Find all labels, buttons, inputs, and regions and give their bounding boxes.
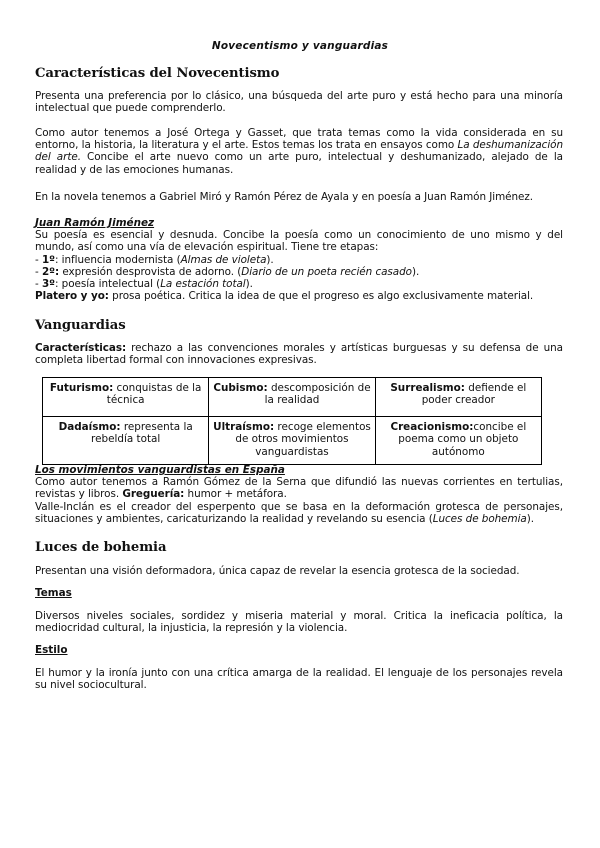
document-title: Novecentismo y vanguardias <box>211 40 389 52</box>
jrj-heading: Juan Ramón Jiménez <box>35 217 155 229</box>
espana-heading: Los movimientos vanguardistas en España <box>35 464 285 476</box>
estilo-text: El humor y la ironía junto con una crítica amarga de la realidad. El lenguaje de los personajes revela su nivel sociocultural. <box>35 667 563 692</box>
espana-paragraph-2: Valle-Inclán es el creador del esperpento que se basa en la deformación grotesca de personajes, situaciones y ambientes, caricaturizando la realidad y revelando su esencia (Luces de bohemia). <box>35 500 563 525</box>
novecentismo-heading: Características del Novecentismo <box>35 66 280 81</box>
jrj-stage-1: - 1º: influencia modernista (Almas de violeta). <box>35 253 274 266</box>
table-cell-dadaismo: Dadaísmo: representa la rebeldía total <box>43 417 209 465</box>
table-cell-creacionismo: Creacionismo:concibe el poema como un objeto autónomo <box>375 417 541 465</box>
jrj-platero: Platero y yo: prosa poética. Critica la idea de que el progreso es algo exclusivamente material. <box>35 290 534 303</box>
novecentismo-paragraph-3: En la novela tenemos a Gabriel Miró y Ramón Pérez de Ayala y en poesía a Juan Ramón Jiménez. <box>35 191 534 203</box>
temas-heading: Temas <box>35 587 72 599</box>
vanguardias-heading: Vanguardias <box>35 318 126 333</box>
table-row <box>43 378 542 417</box>
table-cell-ultraismo: Ultraísmo: recoge elementos de otros movimientos vanguardistas <box>209 417 375 465</box>
jrj-stage-3: - 3º: poesía intelectual (La estación total). <box>35 278 253 291</box>
novecentismo-paragraph-2: Como autor tenemos a José Ortega y Gasset, que trata temas como la vida considerada en su entorno, la historia, la literatura y el arte. Estos temas los trata en ensayos como La deshumanización del arte. Concibe el arte nuevo como un arte puro, intelectual y deshumanizado, alejado de la realidad y de las emociones humanas. <box>35 127 563 176</box>
luces-paragraph: Presentan una visión deformadora, única capaz de revelar la esencia grotesca de la sociedad. <box>35 565 520 577</box>
temas-text: Diversos niveles sociales, sordidez y miseria material y moral. Critica la ineficacia política, la mediocridad cultural, la injusticia, la represión y la violencia. <box>35 610 563 635</box>
novecentismo-paragraph-1: Presenta una preferencia por lo clásico, una búsqueda del arte puro y está hecho para una minoría intelectual que puede comprenderlo. <box>35 90 563 115</box>
espana-paragraph-1: Como autor tenemos a Ramón Gómez de la Serna que difundió las nuevas corrientes en tertulias, revistas y libros. Greguería: humor + metáfora. <box>35 476 563 501</box>
vanguardias-table <box>42 377 542 465</box>
table-cell-surrealismo: Surrealismo: defiende el poder creador <box>375 378 541 417</box>
estilo-heading: Estilo <box>35 644 68 656</box>
jrj-stage-2: - 2º: expresión desprovista de adorno. (Diario de un poeta recién casado). <box>35 265 420 278</box>
table-cell-cubismo: Cubismo: descomposición de la realidad <box>209 378 375 417</box>
table-row <box>43 417 542 465</box>
vanguardias-characteristics: Características: rechazo a las convenciones morales y artísticas burguesas y su defensa de una completa libertad formal con innovaciones expresivas. <box>35 342 563 367</box>
jrj-intro: Su poesía es esencial y desnuda. Concibe la poesía como un conocimiento de uno mismo y del mundo, así como una vía de elevación espiritual. Tiene tre etapas: <box>35 229 563 254</box>
luces-heading: Luces de bohemia <box>35 540 167 555</box>
table-cell-futurismo: Futurismo: conquistas de la técnica <box>43 378 209 417</box>
